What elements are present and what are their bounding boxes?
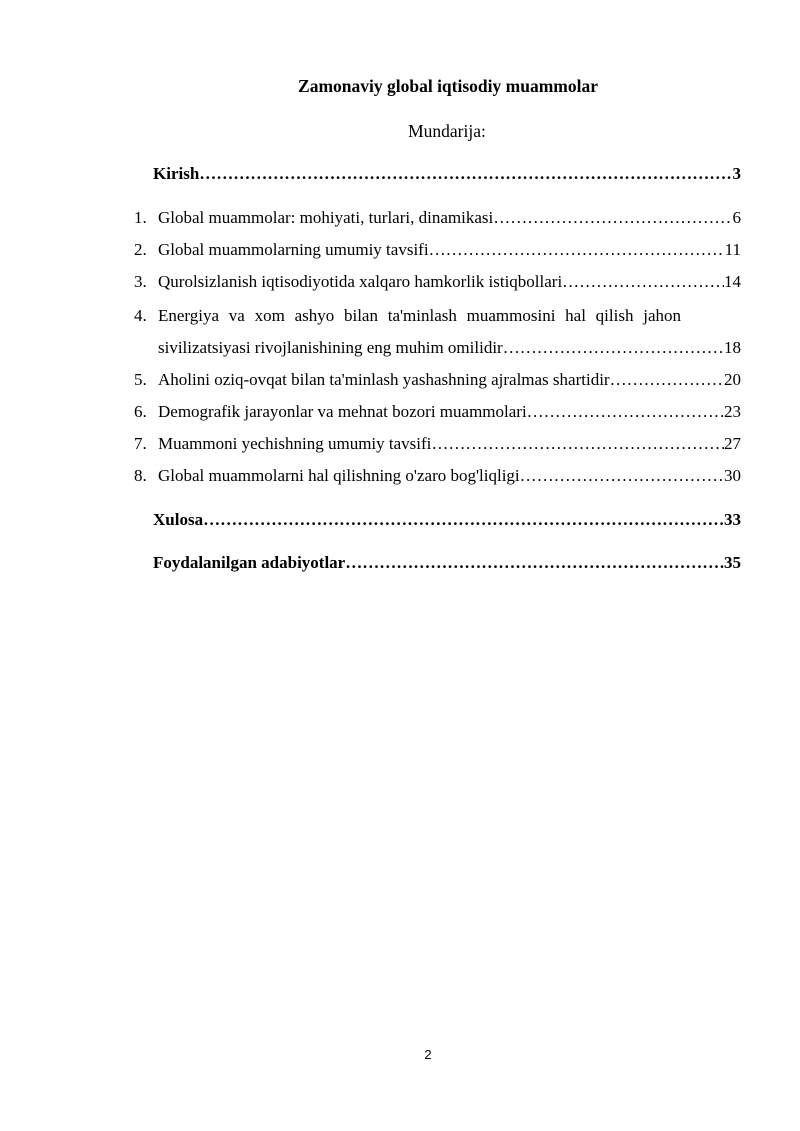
toc-entry-4-line1[interactable]: [134, 306, 741, 326]
toc-entry-label: Muammoni yechishning umumiy tavsifi: [158, 434, 432, 453]
toc-entry-label: Global muammolarning umumiy tavsifi: [158, 240, 429, 259]
toc-entry-number: 2.: [134, 240, 147, 259]
toc-entry-page: 33: [724, 510, 741, 529]
toc-entry-number: 1.: [134, 208, 147, 227]
toc-leader-dots: [527, 402, 724, 422]
toc-entry-number: 5.: [134, 370, 147, 389]
toc-heading: Mundarija:: [408, 121, 486, 141]
toc-entry-page: 3: [732, 164, 741, 183]
toc-entry-page: 14: [724, 272, 741, 291]
toc-entry-label: Foydalanilgan adabiyotlar: [153, 553, 346, 572]
toc-entry-label: Global muammolarni hal qilishning o'zaro bog'liqligi: [158, 466, 520, 485]
toc-entry-label: Aholini oziq-ovqat bilan ta'minlash yashashning ajralmas shartidir: [158, 370, 610, 389]
toc-leader-dots: [493, 208, 732, 228]
toc-entry-page: 27: [724, 434, 741, 453]
toc-entry-number: 4.: [134, 306, 147, 325]
toc-entry-6[interactable]: [134, 402, 741, 422]
toc-leader-dots: [610, 370, 724, 390]
toc-entry-number: 7.: [134, 434, 147, 453]
toc-leader-dots: [429, 240, 725, 260]
toc-entry-number: 8.: [134, 466, 147, 485]
toc-entry-page: 11: [724, 240, 741, 259]
page-number: 2: [424, 1047, 432, 1062]
toc-leader-dots: [503, 338, 724, 358]
toc-entry-label: sivilizatsiyasi rivojlanishining eng muhim omilidir: [158, 338, 503, 357]
toc-entry-page: 18: [724, 338, 741, 357]
toc-entry-page: 35: [724, 553, 741, 572]
toc-entry-number: 6.: [134, 402, 147, 421]
toc-leader-dots: [520, 466, 724, 486]
toc-entry-2[interactable]: [134, 240, 741, 260]
toc-leader-dots: [345, 553, 724, 573]
toc-entry-page: 30: [724, 466, 741, 485]
toc-entry-page: 6: [732, 208, 741, 227]
toc-entry-7[interactable]: [134, 434, 741, 454]
toc-entry-label: Qurolsizlanish iqtisodiyotida xalqaro hamkorlik istiqbollari: [158, 272, 563, 291]
toc-entry-label: Xulosa: [153, 510, 204, 529]
toc-leader-dots: [562, 272, 724, 292]
page-title: Zamonaviy global iqtisodiy muammolar: [298, 76, 598, 96]
toc-entry-3[interactable]: [134, 272, 741, 292]
toc-leader-dots: [199, 164, 732, 184]
toc-entry-label: Energiya va xom ashyo bilan ta'minlash muammosini hal qilish jahon: [158, 306, 681, 325]
toc-entry-references[interactable]: [153, 553, 741, 573]
toc-leader-dots: [203, 510, 724, 530]
toc-entry-4-line2[interactable]: [158, 338, 741, 358]
toc-entry-5[interactable]: [134, 370, 741, 390]
toc-leader-dots: [431, 434, 724, 454]
toc-entry-page: 23: [724, 402, 741, 421]
toc-entry-label: Demografik jarayonlar va mehnat bozori muammolari: [158, 402, 527, 421]
toc-entry-1[interactable]: [134, 208, 741, 228]
toc-entry-number: 3.: [134, 272, 147, 291]
toc-entry-label: Kirish: [153, 164, 200, 183]
toc-entry-label: Global muammolar: mohiyati, turlari, dinamikasi: [158, 208, 494, 227]
toc-entry-intro[interactable]: [153, 164, 741, 184]
toc-entry-conclusion[interactable]: [153, 510, 741, 530]
toc-entry-page: 20: [724, 370, 741, 389]
toc-entry-8[interactable]: [134, 466, 741, 486]
